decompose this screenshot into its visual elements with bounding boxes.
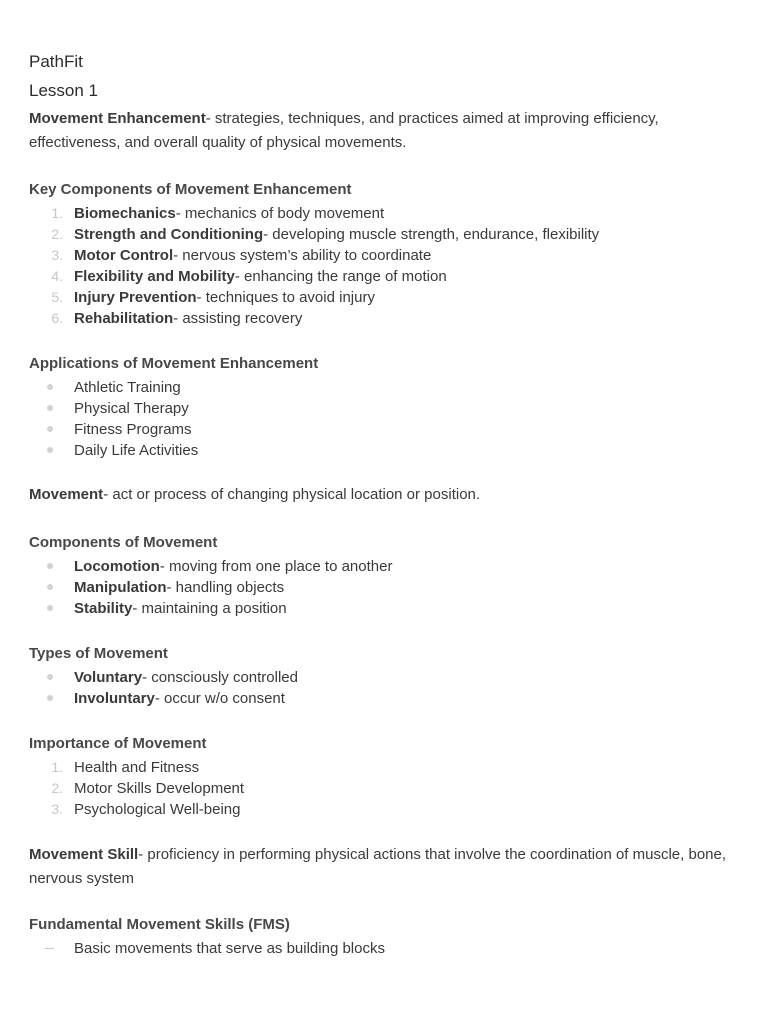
item-term: Injury Prevention — [74, 289, 197, 306]
item-text: - maintaining a position — [132, 600, 287, 617]
item-term: Biomechanics — [74, 205, 176, 222]
key-components-heading[interactable]: Key Components of Movement Enhancement — [29, 181, 352, 198]
list-number: 2. — [51, 780, 63, 796]
item-term: Locomotion — [74, 558, 160, 575]
bullet-icon — [47, 447, 53, 453]
movement-skill-text: - proficiency in performing physical actions that involve the coordination of muscle, bone, nervous system — [29, 846, 727, 887]
list-number: 5. — [51, 289, 63, 305]
list-item[interactable] — [29, 799, 244, 820]
item-text: Physical Therapy — [74, 400, 189, 417]
bullet-icon — [47, 426, 53, 432]
item-text: Athletic Training — [74, 379, 181, 396]
bullet-icon — [47, 695, 53, 701]
item-text: - assisting recovery — [173, 310, 303, 327]
list-item[interactable] — [29, 938, 385, 959]
item-term: Motor Control — [74, 247, 174, 264]
list-number: 2. — [51, 226, 63, 242]
note-title[interactable]: PathFit — [29, 52, 83, 71]
list-item[interactable] — [29, 224, 599, 245]
item-text: Basic movements that serve as building blocks — [74, 940, 385, 957]
importance-heading[interactable]: Importance of Movement — [29, 735, 207, 752]
list-number: 4. — [51, 268, 63, 284]
list-number: 3. — [51, 801, 63, 817]
item-text: - consciously controlled — [142, 669, 298, 686]
intro-paragraph[interactable] — [29, 107, 739, 155]
list-item[interactable] — [29, 577, 392, 598]
item-text: Health and Fitness — [74, 759, 200, 776]
bullet-icon — [47, 605, 53, 611]
list-item[interactable] — [29, 440, 198, 461]
list-item[interactable] — [29, 377, 198, 398]
item-text: - mechanics of body movement — [175, 205, 385, 222]
components-heading[interactable]: Components of Movement — [29, 534, 218, 551]
list-item[interactable] — [29, 419, 198, 440]
item-term: Stability — [74, 600, 133, 617]
item-text: - moving from one place to another — [159, 558, 393, 575]
movement-skill-definition[interactable] — [29, 843, 739, 891]
components-list — [29, 556, 392, 619]
list-item[interactable] — [29, 688, 298, 709]
list-item[interactable] — [29, 667, 298, 688]
importance-list — [29, 757, 244, 820]
item-text: - occur w/o consent — [154, 690, 285, 707]
fms-list — [29, 938, 385, 959]
fms-heading[interactable]: Fundamental Movement Skills (FMS) — [29, 916, 290, 933]
lesson-title[interactable]: Lesson 1 — [29, 81, 98, 100]
list-number: 3. — [51, 247, 63, 263]
list-item[interactable] — [29, 598, 392, 619]
list-item[interactable] — [29, 757, 244, 778]
list-number: 1. — [51, 205, 63, 221]
applications-list — [29, 377, 198, 461]
list-item[interactable] — [29, 778, 244, 799]
intro-definition: - strategies, techniques, and practices aimed at improving efficiency, effectiveness, and overall quality of physical movements. — [29, 110, 659, 151]
item-term: Voluntary — [74, 669, 143, 686]
item-term: Flexibility and Mobility — [74, 268, 235, 285]
bullet-icon — [47, 674, 53, 680]
bullet-icon — [47, 584, 53, 590]
list-item[interactable] — [29, 203, 599, 224]
movement-definition[interactable] — [29, 483, 739, 507]
key-components-list — [29, 203, 599, 329]
item-text: Psychological Well-being — [74, 801, 241, 818]
dash-icon — [45, 948, 54, 949]
item-text: Fitness Programs — [74, 421, 192, 438]
list-item[interactable] — [29, 266, 599, 287]
list-number: 1. — [51, 759, 63, 775]
item-text: - techniques to avoid injury — [196, 289, 375, 306]
intro-term: Movement Enhancement — [29, 110, 206, 127]
list-item[interactable] — [29, 398, 198, 419]
movement-text: - act or process of changing physical location or position. — [103, 486, 481, 503]
item-text: - developing muscle strength, endurance, flexibility — [263, 226, 600, 243]
movement-skill-term: Movement Skill — [29, 846, 139, 863]
item-term: Rehabilitation — [74, 310, 174, 327]
types-list — [29, 667, 298, 709]
applications-heading[interactable]: Applications of Movement Enhancement — [29, 355, 319, 372]
item-text: - enhancing the range of motion — [234, 268, 447, 285]
list-number: 6. — [51, 310, 63, 326]
item-text: Daily Life Activities — [74, 442, 199, 459]
list-item[interactable] — [29, 308, 599, 329]
item-term: Involuntary — [74, 690, 155, 707]
list-item[interactable] — [29, 556, 392, 577]
bullet-icon — [47, 563, 53, 569]
list-item[interactable] — [29, 287, 599, 308]
bullet-icon — [47, 405, 53, 411]
item-text: - handling objects — [166, 579, 285, 596]
item-text: - nervous system’s ability to coordinate — [173, 247, 432, 264]
list-item[interactable] — [29, 245, 599, 266]
bullet-icon — [47, 384, 53, 390]
item-term: Strength and Conditioning — [74, 226, 264, 243]
types-heading[interactable]: Types of Movement — [29, 645, 168, 662]
item-text: Motor Skills Development — [74, 780, 245, 797]
movement-term: Movement — [29, 486, 104, 503]
item-term: Manipulation — [74, 579, 167, 596]
